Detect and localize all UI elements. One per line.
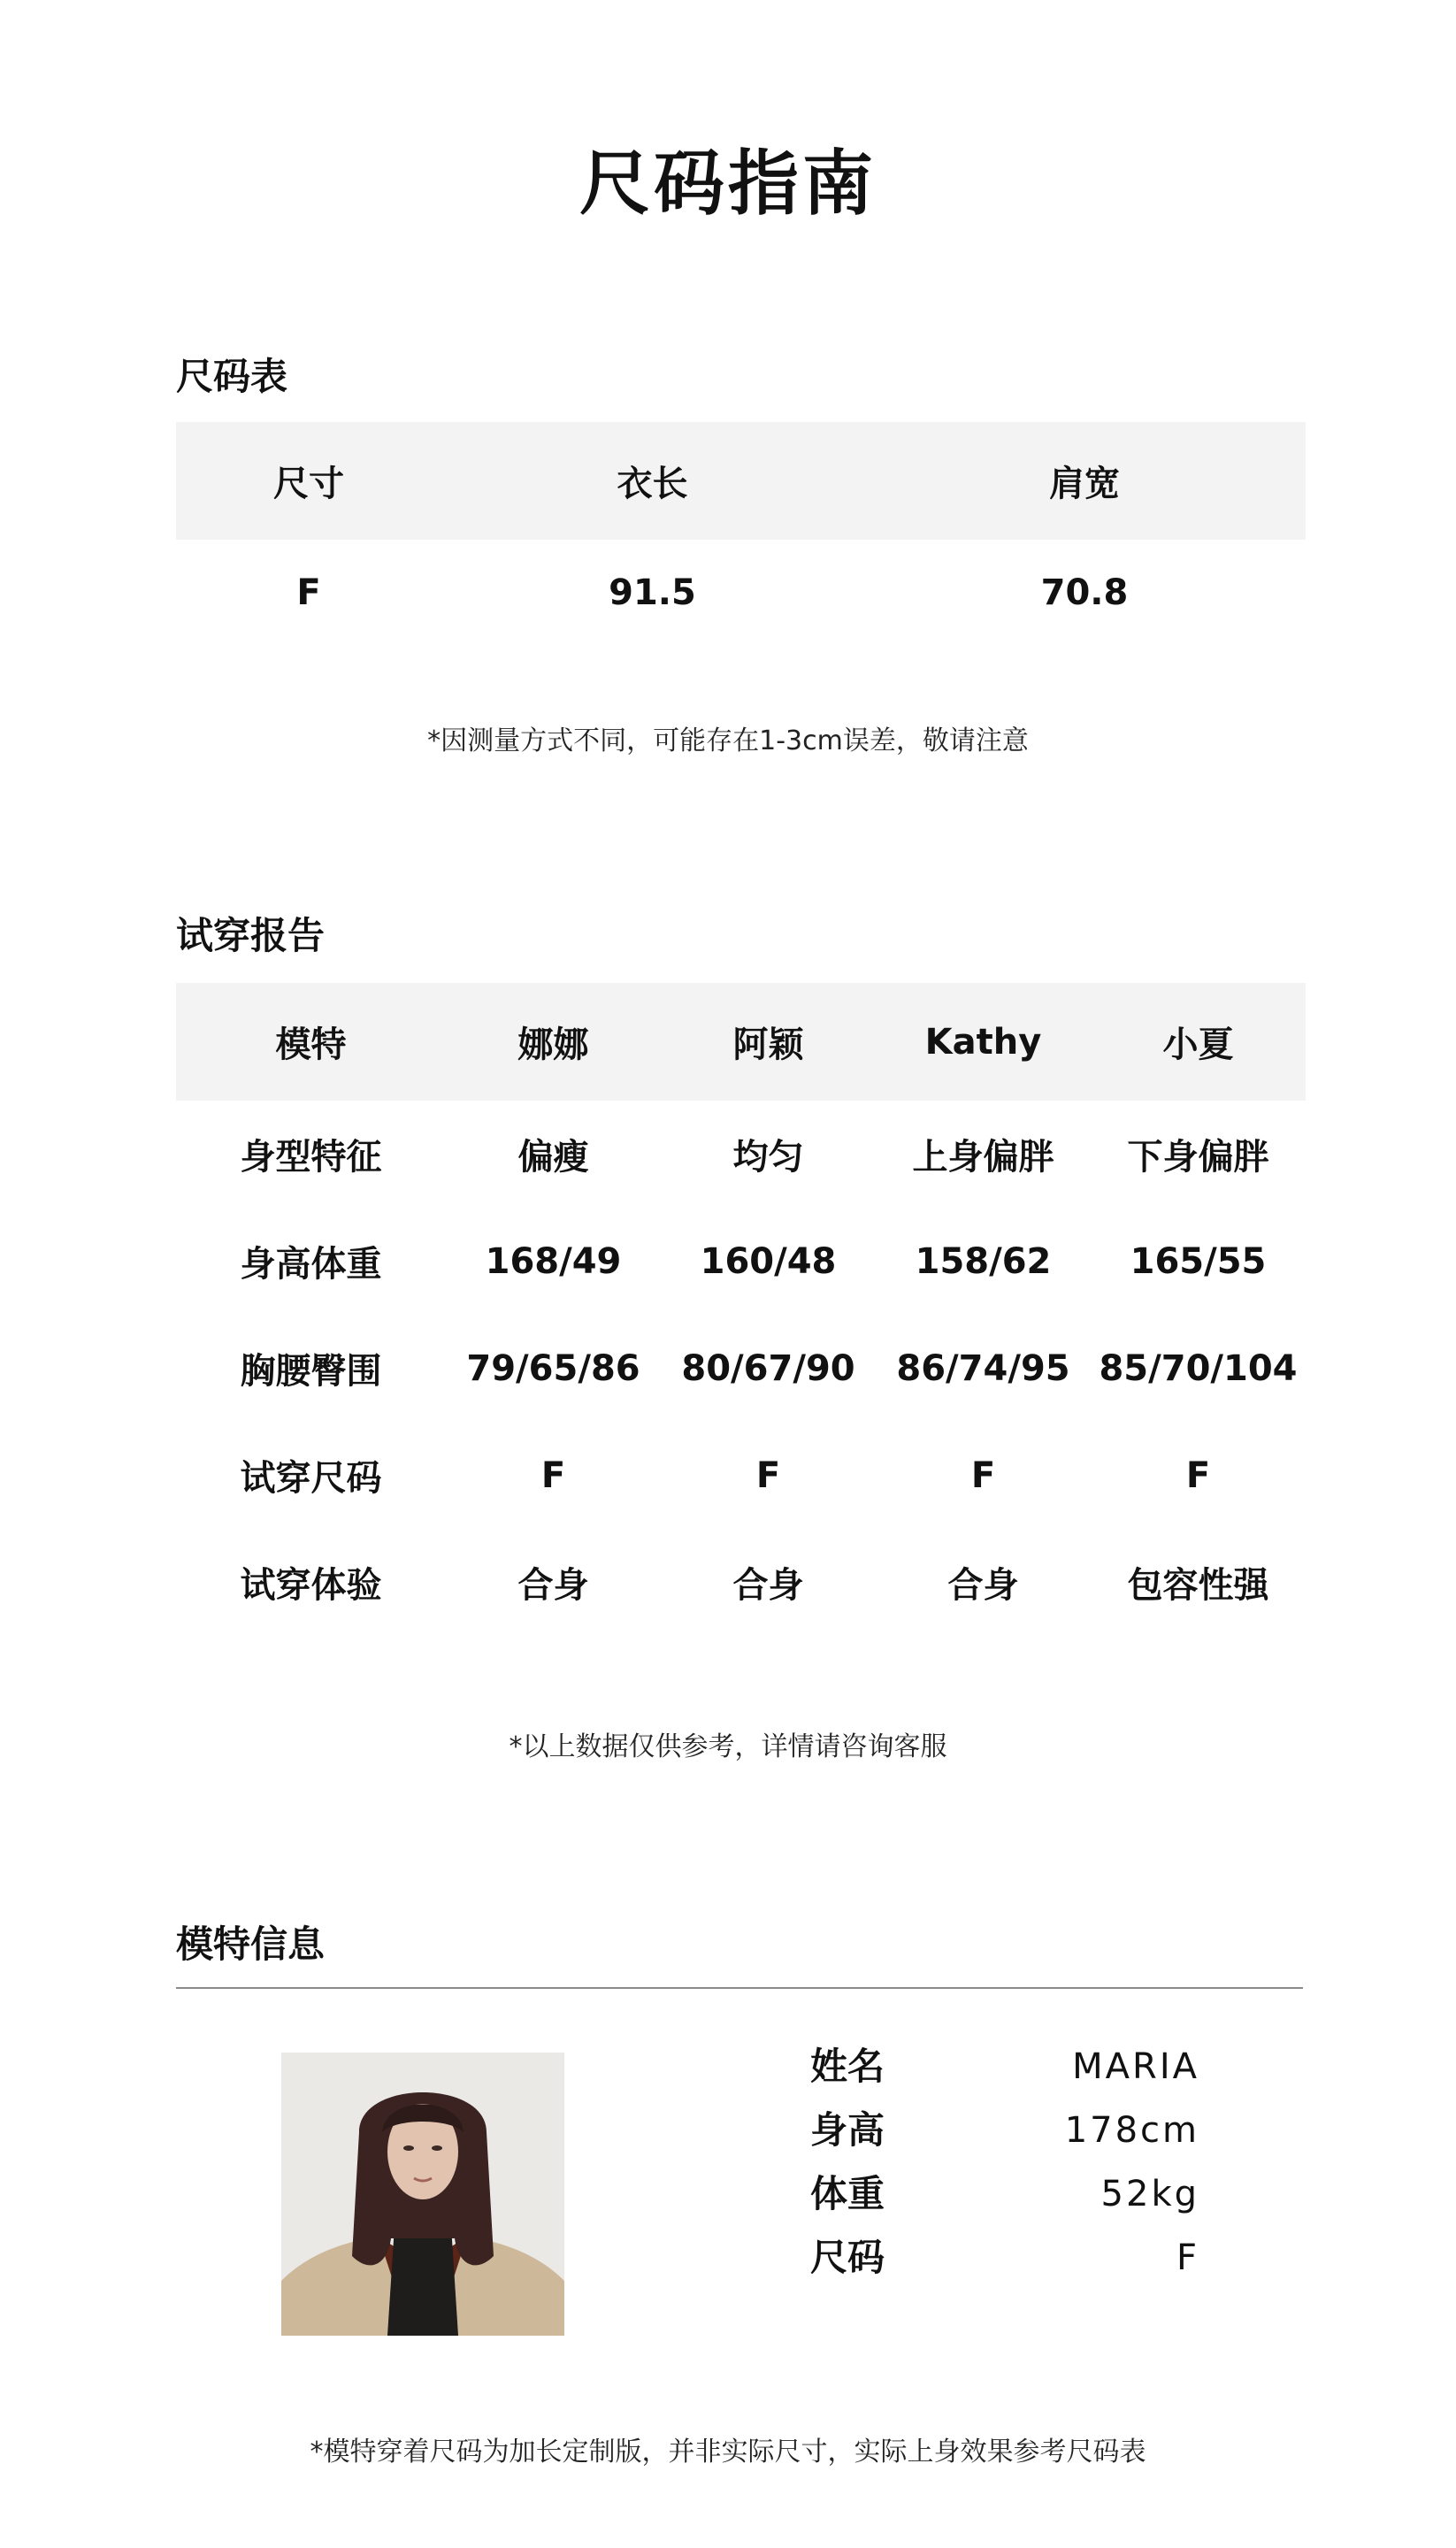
fit-report-header-cell: 模特 bbox=[275, 1025, 347, 1065]
size-table-header-cell: 尺寸 bbox=[273, 464, 344, 504]
fit-report-row-label: 身高体重 bbox=[240, 1244, 382, 1285]
fit-report-cell: F bbox=[755, 1454, 781, 1496]
model-info-value: 52kg bbox=[1100, 2174, 1199, 2214]
fit-report-row bbox=[176, 1208, 1306, 1315]
fit-report-cell: 偏瘦 bbox=[517, 1137, 589, 1178]
model-info-title: 模特信息 bbox=[176, 1923, 326, 1966]
fit-report-cell: 85/70/104 bbox=[1099, 1347, 1298, 1389]
fit-report-note: *以上数据仅供参考，详情请咨询客服 bbox=[509, 1731, 947, 1762]
model-info-row-name bbox=[810, 2040, 1199, 2093]
size-table-header-cell: 肩宽 bbox=[1049, 464, 1120, 504]
fit-report-header-row bbox=[176, 983, 1306, 1101]
model-info-note: *模特穿着尺码为加长定制版，并非实际尺寸，实际上身效果参考尺码表 bbox=[310, 2437, 1146, 2467]
fit-report-cell: F bbox=[1185, 1454, 1211, 1496]
size-table-title: 尺码表 bbox=[176, 355, 288, 398]
model-info-row-weight bbox=[810, 2168, 1199, 2221]
fit-report-table bbox=[176, 983, 1306, 1636]
size-table-cell: 91.5 bbox=[609, 572, 696, 613]
fit-report-cell: 下身偏胖 bbox=[1127, 1137, 1269, 1178]
model-info-value: MARIA bbox=[1072, 2046, 1199, 2087]
fit-report-cell: 168/49 bbox=[485, 1240, 622, 1282]
model-info-label: 身高 bbox=[810, 2108, 885, 2152]
section-divider bbox=[176, 1987, 1303, 1989]
model-info-row-height bbox=[810, 2104, 1199, 2157]
model-info-value: F bbox=[1176, 2237, 1199, 2278]
fit-report-title: 试穿报告 bbox=[176, 914, 326, 957]
fit-report-cell: 160/48 bbox=[700, 1240, 837, 1282]
model-info-label: 姓名 bbox=[810, 2045, 885, 2088]
fit-report-row bbox=[176, 1422, 1306, 1529]
size-table-cell: 70.8 bbox=[1040, 572, 1129, 613]
fit-report-cell: 合身 bbox=[732, 1565, 804, 1606]
size-table-cell: F bbox=[296, 572, 321, 613]
fit-report-cell: 79/65/86 bbox=[466, 1347, 640, 1389]
fit-report-row bbox=[176, 1315, 1306, 1422]
fit-report-cell: 80/67/90 bbox=[681, 1347, 855, 1389]
size-table-header-cell: 衣长 bbox=[617, 464, 688, 504]
fit-report-cell: F bbox=[540, 1454, 566, 1496]
size-table-note: *因测量方式不同，可能存在1-3cm误差，敬请注意 bbox=[427, 725, 1029, 756]
fit-report-cell: 均匀 bbox=[732, 1137, 804, 1178]
fit-report-cell: 合身 bbox=[947, 1565, 1019, 1606]
size-table-header-row bbox=[176, 422, 1306, 540]
fit-report-cell: 86/74/95 bbox=[896, 1347, 1070, 1389]
fit-report-cell: 合身 bbox=[517, 1565, 589, 1606]
fit-report-row-label: 试穿体验 bbox=[240, 1565, 382, 1606]
size-table bbox=[176, 422, 1306, 646]
fit-report-row-label: 胸腰臀围 bbox=[240, 1351, 382, 1392]
fit-report-cell: F bbox=[970, 1454, 996, 1496]
fit-report-header-cell: 阿颖 bbox=[732, 1025, 804, 1065]
fit-report-header-cell: 娜娜 bbox=[517, 1025, 589, 1065]
fit-report-cell: 包容性强 bbox=[1127, 1565, 1269, 1606]
size-table-row bbox=[176, 540, 1306, 646]
fit-report-row bbox=[176, 1101, 1306, 1208]
model-info-label: 尺码 bbox=[810, 2236, 885, 2279]
fit-report-cell: 上身偏胖 bbox=[912, 1137, 1054, 1178]
fit-report-header-cell: 小夏 bbox=[1162, 1025, 1234, 1065]
fit-report-header-cell: Kathy bbox=[924, 1021, 1042, 1063]
fit-report-row bbox=[176, 1529, 1306, 1636]
fit-report-cell: 158/62 bbox=[915, 1240, 1052, 1282]
fit-report-cell: 165/55 bbox=[1130, 1240, 1267, 1282]
page-title: 尺码指南 bbox=[579, 142, 877, 225]
model-photo bbox=[281, 2053, 564, 2336]
model-info-row-size bbox=[810, 2231, 1199, 2284]
fit-report-row-label: 试穿尺码 bbox=[240, 1458, 382, 1499]
fit-report-row-label: 身型特征 bbox=[240, 1137, 382, 1178]
model-info-value: 178cm bbox=[1064, 2110, 1199, 2151]
model-info-label: 体重 bbox=[810, 2172, 885, 2215]
